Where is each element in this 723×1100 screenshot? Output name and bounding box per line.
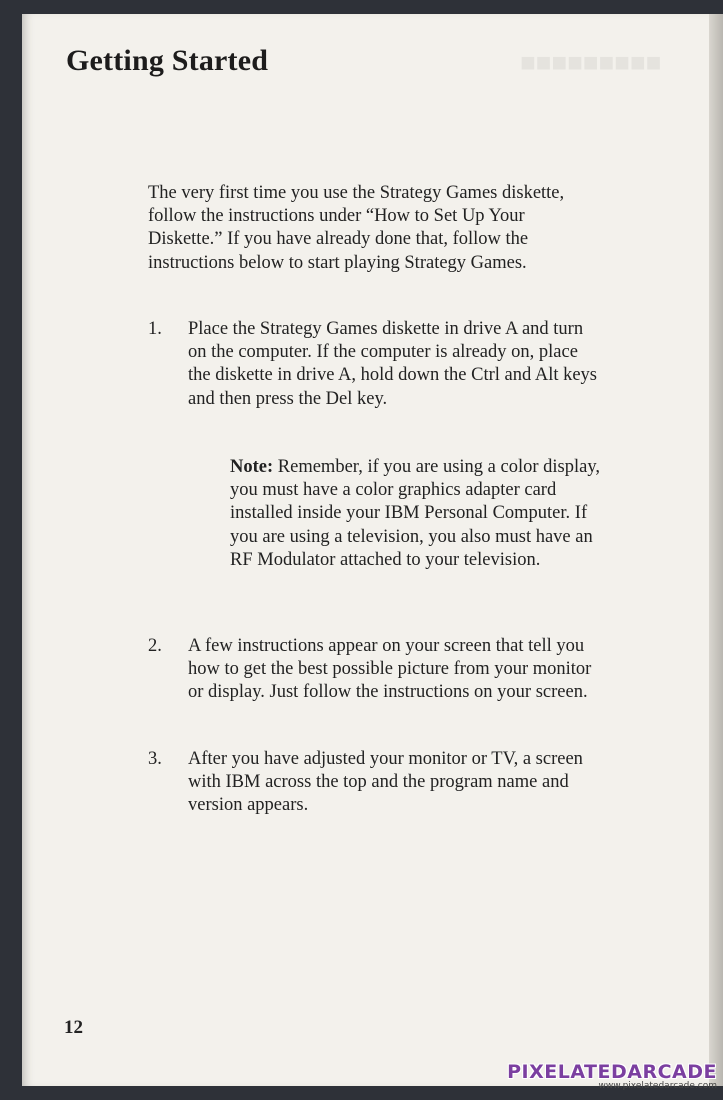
step-number: 2.	[148, 636, 162, 656]
page-title: Getting Started	[66, 44, 269, 77]
step-text: A few instructions appear on your screen that tell you how to get the best possible picture from your monitor or display. Just follow the instructions on your screen.	[188, 636, 592, 703]
note-label: Note:	[230, 457, 274, 477]
page-edge	[709, 14, 723, 1086]
show-through-text: ■■■■■■■■■	[520, 48, 662, 77]
step-number: 1.	[148, 319, 162, 339]
note-box	[230, 456, 600, 572]
intro-paragraph: The very first time you use the Strategy Games diskette, follow the instructions under “How to Set Up Your Diskette.” If you have already done that, follow the instructions below to start playing Strategy Games.	[148, 183, 565, 273]
watermark-url: www.pixelatedarcade.com	[598, 1081, 717, 1091]
page-number: 12	[64, 1017, 83, 1038]
note-text: Remember, if you are using a color display, you must have a color graphics adapter card installed inside your IBM Personal Computer. If you are using a television, you also must have an RF Modulator attached to your television.	[230, 457, 601, 570]
step-text: After you have adjusted your monitor or TV, a screen with IBM across the top and the program name and version appears.	[188, 749, 583, 816]
watermark-brand: PIXELATEDARCADE	[507, 1061, 717, 1083]
watermark	[507, 1061, 717, 1091]
step-text: Place the Strategy Games diskette in drive A and turn on the computer. If the computer is already on, place the diskette in drive A, hold down the Ctrl and Alt keys and then press the Del key.	[188, 319, 598, 409]
step-number: 3.	[148, 749, 162, 769]
